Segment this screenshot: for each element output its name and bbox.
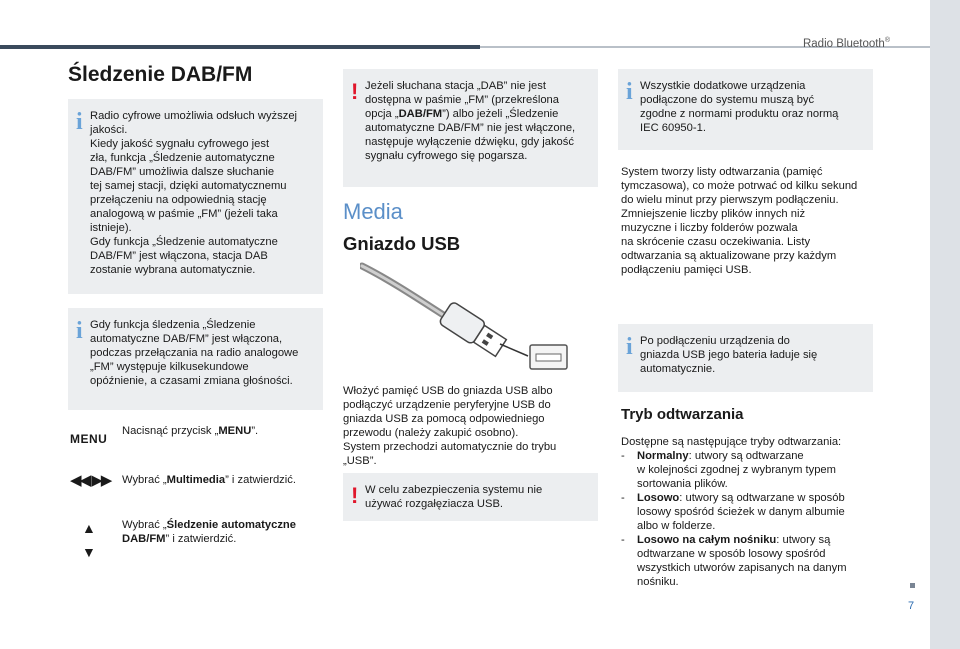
up-down-arrows-icon [82,516,96,564]
warning-icon: ! [351,79,359,104]
mode-desc: : utwory są odtwarzane w sposób losowy spośród ścieżek w danym albumie albo w folderze. [637,492,845,532]
info-text-standards: Wszystkie dodatkowe urządzenia podłączone do systemu muszą być zgodne z normami produktu oraz normą IEC 60950-1. [640,80,839,134]
mode-normal [637,450,836,490]
warn1-part-a: Jeżeli słuchana stacja „DAB” nie jest dostępna w paśmie „FM” (przekreślona opcja „ [365,80,559,120]
mode-name: Losowo [637,492,680,504]
info-box-delay [68,308,323,410]
warn1-part-b: ”) albo jeżeli „Śledzenie automatyczne DAB/FM” nie jest włączone, następuje wyłączenie dźwięku, gdy jakość sygnału cyfrowego się pogarsza. [365,108,576,162]
section-title: Śledzenie DAB/FM [68,63,253,86]
up-arrow-icon: ▲ [82,520,96,536]
step-press-menu [122,424,258,438]
warning-text-dab [365,79,590,163]
top-rule [0,45,480,49]
step3-pre: Wybrać „ [122,519,167,531]
list-dash: - [621,450,625,462]
step1-bold: MENU [218,425,252,437]
mode-random [637,492,845,532]
step1-post: ”. [251,425,259,437]
mode-random-all [637,534,847,588]
play-mode-heading: Tryb odtwarzania [621,406,744,423]
step2-bold: Multimedia [166,474,226,486]
mode-desc: : utwory są odtwarzane w kolejności zgodnej z wybranym typem sortowania plików. [637,450,836,490]
usb-heading: Gniazdo USB [343,233,461,254]
list-dash: - [621,492,625,504]
usb-instructions: Włożyć pamięć USB do gniazda USB albo podłączyć urządzenie peryferyjne USB do gniazda USB za pomocą odpowiedniego przewodu (należy zakupić osobno). System przechodzi automatycznie do trybu „USB”. [343,385,557,467]
page-edge-tab [930,0,960,649]
list-item [621,491,883,533]
mode-name: Losowo na całym nośniku [637,534,777,546]
warning-text-hub: W celu zabezpieczenia systemu nie używać rozgałęziacza USB. [365,484,543,510]
list-dash: - [621,534,625,546]
mode-desc: : utwory są odtwarzane w sposób losowy spośród wszystkich utworów zapisanych na danym nośniku. [637,534,847,588]
step-select-tracking [122,518,322,546]
menu-key-icon: MENU [70,432,108,446]
info-icon: i [76,109,83,135]
playlist-paragraph: System tworzy listy odtwarzania (pamięć tymczasowa), co może potrwać od kilku sekund do wielu minut przy pierwszym podłączeniu. Zmniejszenie liczby plików innych niż muzyczne i liczby folderów pozwala na skrócenie czasu oczekiwania. Listy odtwarzania są aktualizowane przy każdym podłączeniu pamięci USB. [621,166,858,276]
header-section: Radio Bluetooth [802,37,885,50]
warning-box-hub [343,473,598,521]
list-item [621,449,883,491]
registered-mark: ® [884,37,890,44]
info-icon: i [626,334,633,360]
step2-pre: Wybrać „ [122,474,167,486]
info-text-charging: Po podłączeniu urządzenia do gniazda USB jego bateria ładuje się automatycznie. [640,335,818,375]
page-number: 7 [908,600,915,612]
step3-bold: Śledzenie automatyczne DAB/FM [122,519,296,545]
down-arrow-icon: ▼ [82,544,96,560]
step3-post: ” i zatwierdzić. [165,533,237,545]
page-marker [910,583,915,588]
warning-box-dab [343,69,598,187]
step-select-multimedia [122,473,296,487]
info-box-dab [68,99,323,294]
step2-post: ” i zatwierdzić. [225,474,296,486]
info-text-dab: Radio cyfrowe umożliwia odsłuch wyższej jakości. Kiedy jakość sygnału cyfrowego jest zła, funkcja „Śledzenie automatyczne DAB/FM” umożliwia dalsze słuchanie tej samej stacji, dzięki automatycznemu przełączeniu na odpowiednią stację analogową w paśmie „FM” (jeżeli taka istnieje). Gdy funkcja „Śledzenie automatyczne DAB/FM” jest włączona, stacja DAB zostanie wybrana automatycznie. [90,110,298,276]
info-box-charging [618,324,873,392]
play-mode-intro: Dostępne są następujące tryby odtwarzania: [621,436,842,448]
info-box-standards [618,69,873,150]
media-heading: Media [343,199,403,224]
step1-pre: Nacisnąć przycisk „ [122,425,219,437]
page-header [803,37,890,50]
info-icon: i [76,318,83,344]
mode-name: Normalny [637,450,689,462]
info-text-delay: Gdy funkcja śledzenia „Śledzenie automatyczne DAB/FM” jest włączona, podczas przełączania na radio analogowe „FM” występuje kilkusekundowe opóźnienie, a czasami zmiana głośności. [90,319,299,387]
warn1-bold: DAB/FM [398,108,443,120]
left-right-arrows-icon: ◀◀ ▶▶ [70,472,111,489]
play-mode-list [621,449,883,589]
list-item [621,533,883,589]
warning-icon: ! [351,483,359,508]
info-icon: i [626,79,633,105]
usb-plug-illustration [360,262,575,374]
